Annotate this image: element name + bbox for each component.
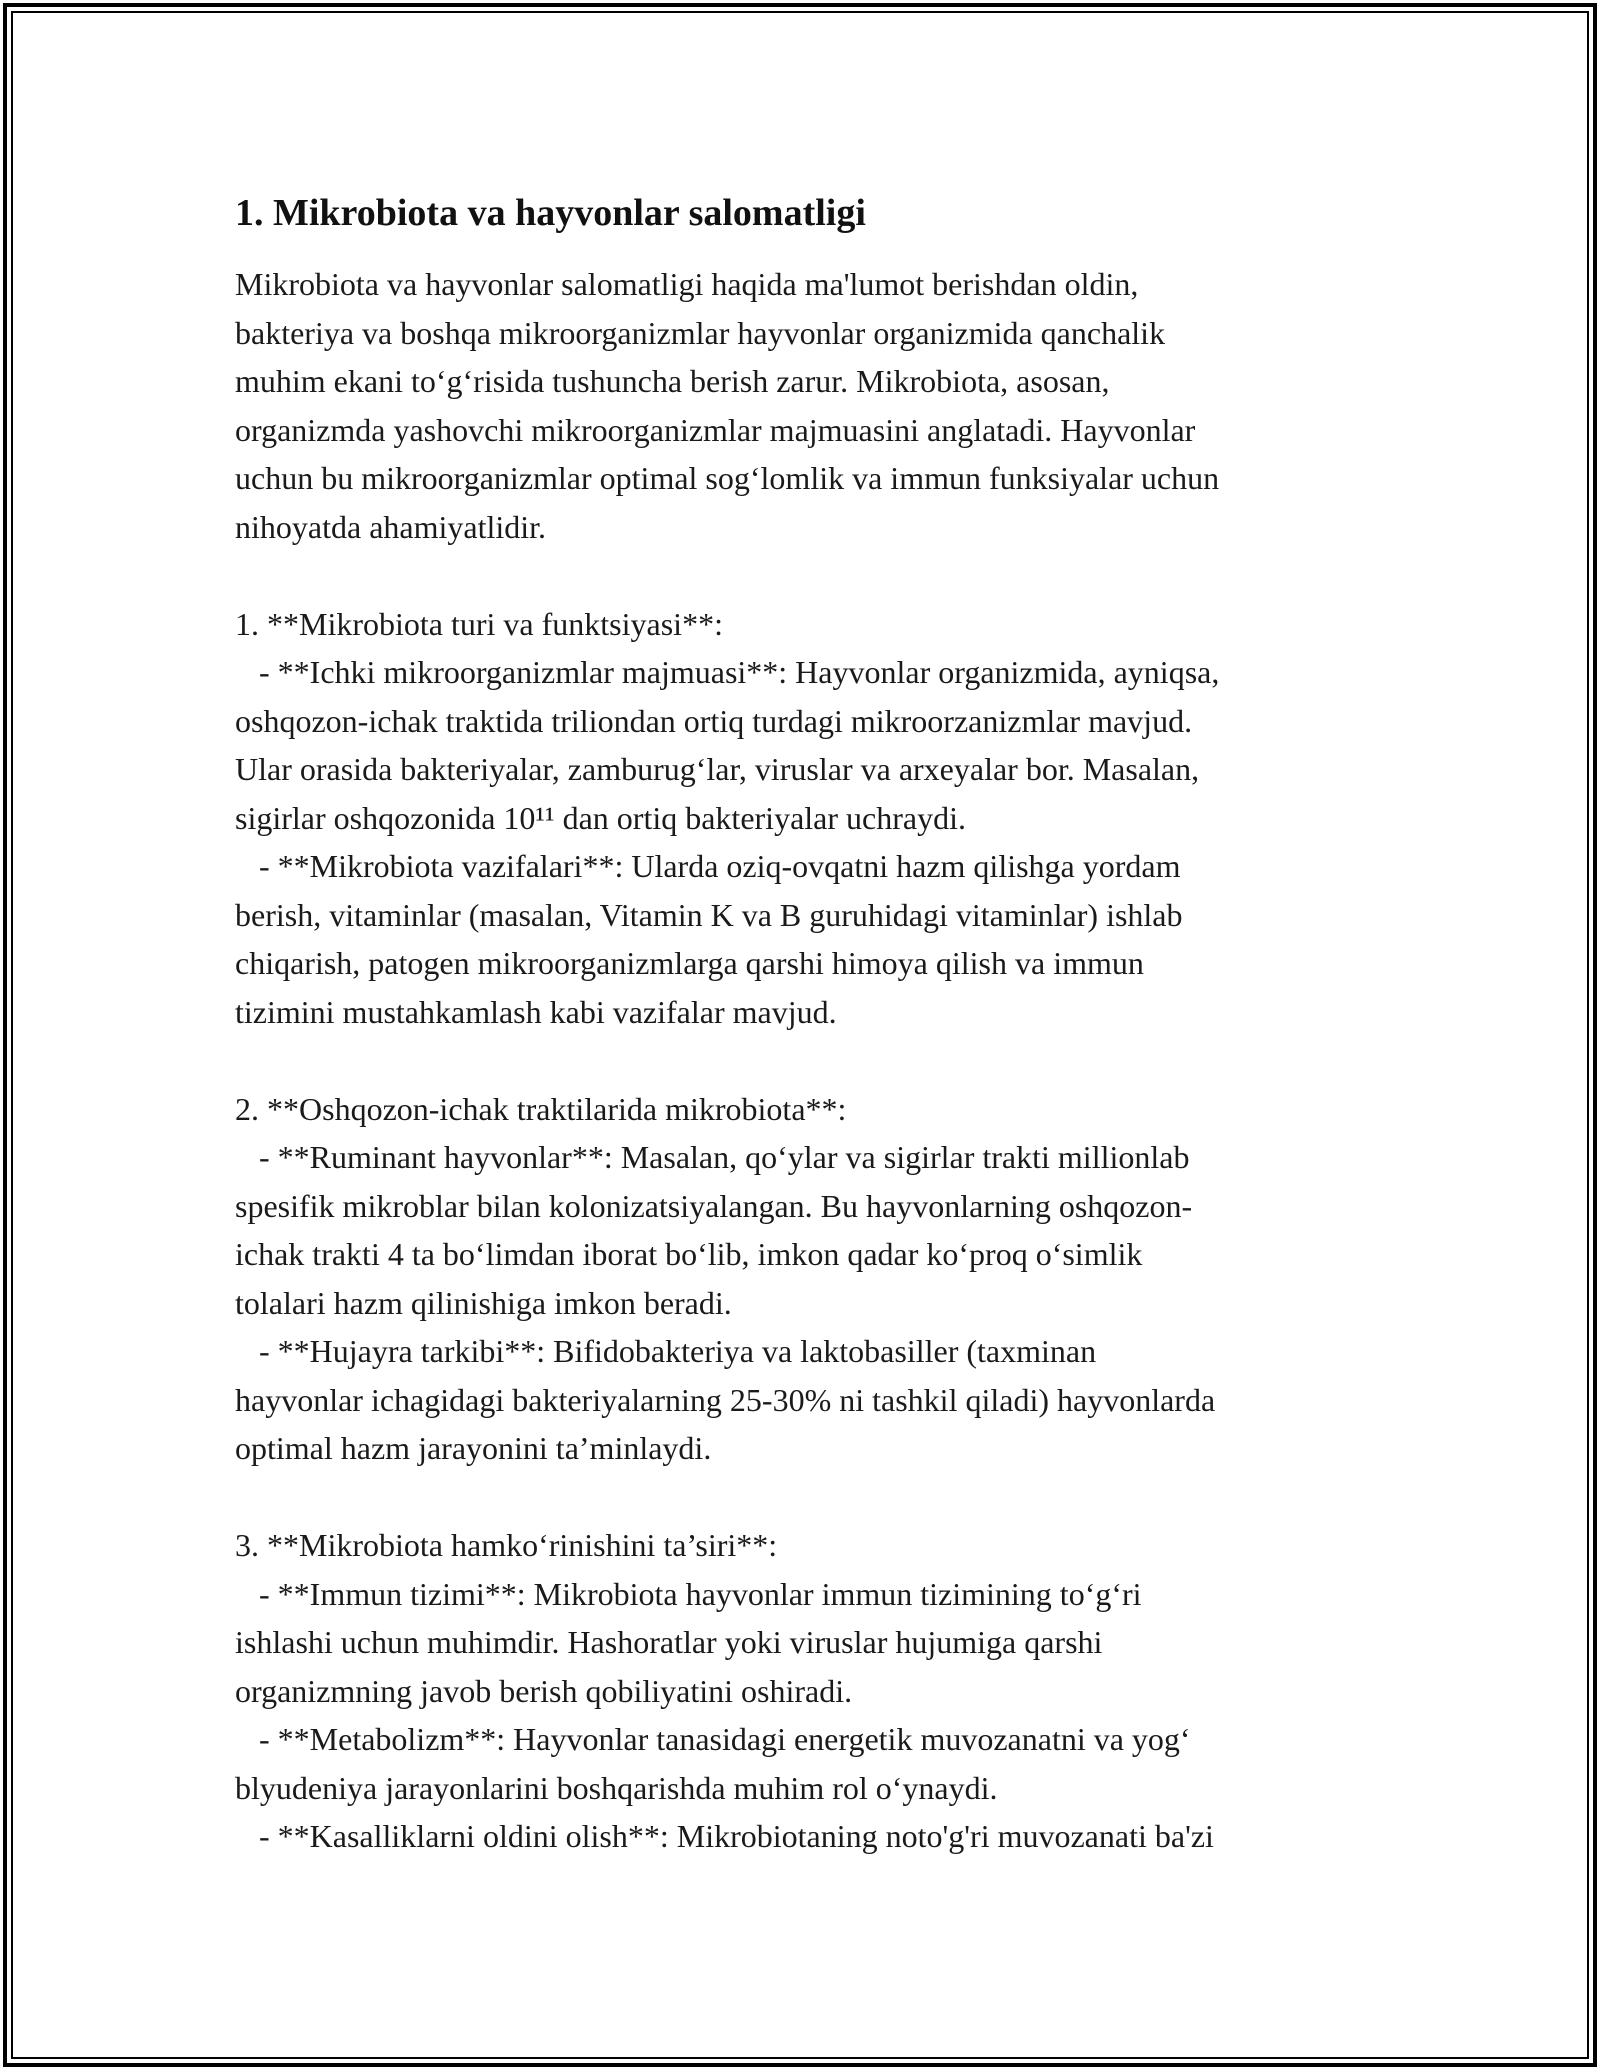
text-line: spesifik mikroblar bilan kolonizatsiyalangan. Bu hayvonlarning oshqozon- <box>235 1187 1193 1224</box>
text-line: organizmda yashovchi mikroorganizmlar majmuasini anglatadi. Hayvonlar <box>235 411 1196 448</box>
text-line: - **Immun tizimi**: Mikrobiota hayvonlar immun tizimining to‘g‘ri <box>235 1575 1142 1612</box>
text-line: oshqozon-ichak traktida triliondan ortiq turdagi mikroorzanizmlar mavjud. <box>235 702 1193 739</box>
text-line: hayvonlar ichagidagi bakteriyalarning 25-30% ni tashkil qiladi) hayvonlarda <box>235 1381 1216 1418</box>
text-line: - **Hujayra tarkibi**: Bifidobakteriya va laktobasiller (taxminan <box>235 1333 1097 1369</box>
text-line: blyudeniya jarayonlarini boshqarishda muhim rol o‘ynaydi. <box>235 1769 998 1806</box>
text-line: chiqarish, patogen mikroorganizmlarga qarshi himoya qilish va immun <box>235 945 1144 981</box>
text-line: - **Kasalliklarni oldini olish**: Mikrobiotaning noto'g'ri muvozanati ba'zi <box>235 1818 1214 1854</box>
text-line: 2. **Oshqozon-ichak traktilarida mikrobiota**: <box>235 1090 847 1127</box>
text-line: organizmning javob berish qobiliyatini oshiradi. <box>235 1672 853 1709</box>
document-heading: 1. Mikrobiota va hayvonlar salomatligi <box>235 192 866 234</box>
text-line: ichak trakti 4 ta bo‘limdan iborat bo‘lib, imkon qadar ko‘proq o‘simlik <box>235 1236 1143 1272</box>
text-line: bakteriya va boshqa mikroorganizmlar hayvonlar organizmida qanchalik <box>235 314 1166 351</box>
text-line: optimal hazm jarayonini ta’minlaydi. <box>235 1430 712 1466</box>
text-line: tizimini mustahkamlash kabi vazifalar mavjud. <box>235 993 837 1030</box>
text-line: - **Metabolizm**: Hayvonlar tanasidagi energetik muvozanatni va yog‘ <box>235 1721 1191 1757</box>
text-line: nihoyatda ahamiyatlidir. <box>235 508 547 545</box>
text-line: - **Ruminant hayvonlar**: Masalan, qo‘ylar va sigirlar trakti millionlab <box>235 1139 1190 1175</box>
text-line: - **Mikrobiota vazifalari**: Ularda oziq-ovqatni hazm qilishga yordam <box>235 848 1181 884</box>
text-line: muhim ekani to‘g‘risida tushuncha berish zarur. Mikrobiota, asosan, <box>235 363 1110 399</box>
blank-line <box>235 1473 1395 1522</box>
document-text <box>235 260 1395 1861</box>
blank-line <box>235 1036 1395 1085</box>
text-line: 1. **Mikrobiota turi va funktsiyasi**: <box>235 605 723 642</box>
text-line: Ular orasida bakteriyalar, zamburug‘lar, viruslar va arxeyalar bor. Masalan, <box>235 751 1200 787</box>
document-body <box>235 188 1395 1861</box>
text-line: uchun bu mikroorganizmlar optimal sog‘lomlik va immun funksiyalar uchun <box>235 460 1220 496</box>
text-line: 3. **Mikrobiota hamko‘rinishini ta’siri**: <box>235 1527 778 1563</box>
text-line: Mikrobiota va hayvonlar salomatligi haqida ma'lumot berishdan oldin, <box>235 266 1139 302</box>
text-line: sigirlar oshqozonida 10¹¹ dan ortiq bakteriyalar uchraydi. <box>235 799 966 836</box>
blank-line <box>235 551 1395 600</box>
text-line: ishlashi uchun muhimdir. Hashoratlar yoki viruslar hujumiga qarshi <box>235 1624 1103 1660</box>
text-line: - **Ichki mikroorganizmlar majmuasi**: Hayvonlar organizmida, ayniqsa, <box>235 654 1220 690</box>
text-line: tolalari hazm qilinishiga imkon beradi. <box>235 1284 732 1321</box>
text-line: berish, vitaminlar (masalan, Vitamin K va B guruhidagi vitaminlar) ishlab <box>235 896 1183 933</box>
